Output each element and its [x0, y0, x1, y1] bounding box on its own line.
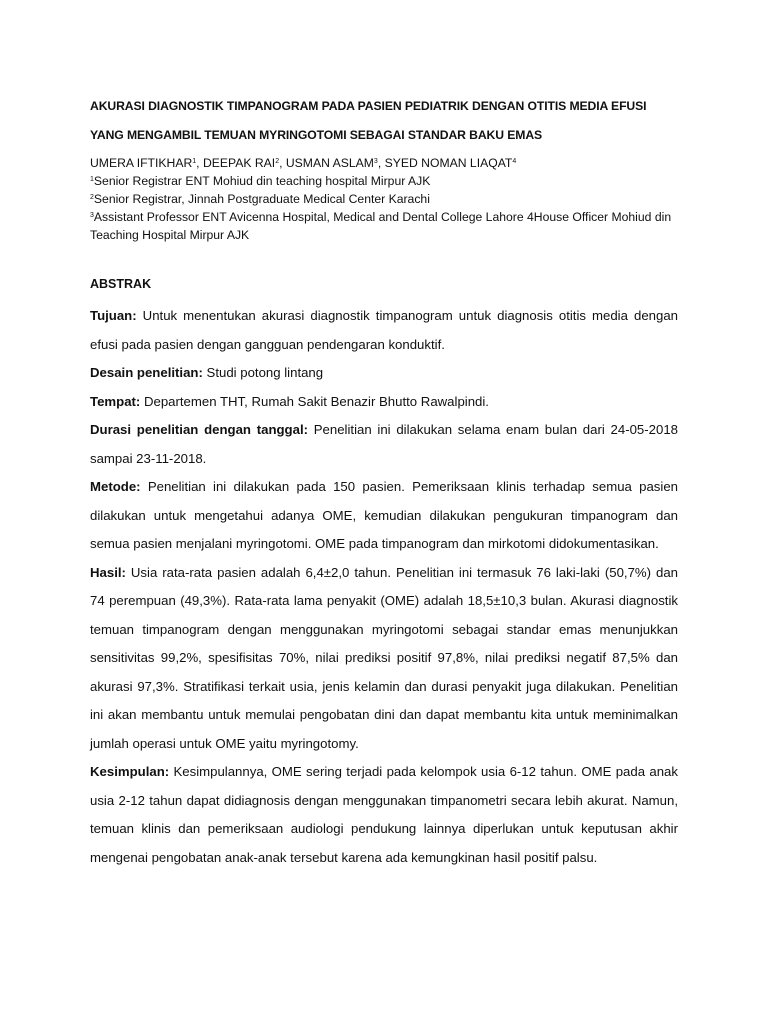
abstract-objective	[90, 302, 678, 359]
affiliation-mark: 1	[90, 176, 94, 183]
affiliation-text: Senior Registrar, Jinnah Postgraduate Medical Center Karachi	[93, 192, 430, 206]
abstract-methods	[90, 473, 678, 559]
section-label: Metode:	[90, 479, 141, 494]
section-label: Durasi penelitian dengan tanggal:	[90, 422, 308, 437]
author-name: DEEPAK RAI	[202, 156, 276, 170]
author-name: USMAN ASLAM	[285, 156, 374, 170]
affiliation-mark: 3	[90, 212, 94, 219]
section-label: Tempat:	[90, 393, 141, 409]
abstract-results	[90, 559, 678, 759]
author-affiliation-mark: 1	[192, 158, 197, 165]
abstract-design	[90, 359, 678, 388]
section-text: Studi potong lintang	[202, 365, 324, 380]
document-page	[90, 92, 678, 872]
abstract-conclusion	[90, 758, 678, 872]
author-name: SYED NOMAN LIAQAT	[384, 156, 513, 170]
affiliation-text: Assistant Professor ENT Avicenna Hospital, Medical and Dental College Lahore 4House Officer Mohiud din Teaching Hospital Mirpur AJK	[90, 210, 672, 242]
section-label: Tujuan:	[90, 308, 137, 323]
author-name: UMERA IFTIKHAR	[90, 156, 193, 170]
author-separator: ,	[196, 156, 203, 170]
affiliation-mark: 2	[90, 194, 94, 201]
affiliation-text: Senior Registrar ENT Mohiud din teaching hospital Mirpur AJK	[93, 174, 431, 188]
paper-title	[90, 92, 678, 150]
author-affiliation-mark: 2	[275, 158, 280, 165]
section-text: Penelitian ini dilakukan pada 150 pasien. Pemeriksaan klinis terhadap semua pasien dilakukan untuk mengetahui adanya OME, kemudian dilakukan pengukuran timpanogram dan semua pasien menjalani myringotomi. OME pada timpanogram dan mirkotomi didokumentasikan.	[90, 479, 678, 551]
section-text: Kesimpulannya, OME sering terjadi pada kelompok usia 6-12 tahun. OME pada anak usia 2-12 tahun dapat didiagnosis dengan menggunakan timpanometri secara lebih akurat. Namun, temuan klinis dan pemeriksaan audiologi pendukung lainnya diperlukan untuk keputusan akhir mengenai pengobatan anak-anak tersebut karena ada kemungkinan hasil positif palsu.	[90, 764, 678, 865]
author-affiliation-mark: 3	[373, 158, 378, 165]
affiliation-3	[90, 208, 678, 244]
section-text: Untuk menentukan akurasi diagnostik timpanogram untuk diagnosis otitis media dengan efusi pada pasien dengan gangguan pendengaran konduktif.	[90, 308, 678, 352]
paper-title-line-1: AKURASI DIAGNOSTIK TIMPANOGRAM PADA PASIEN PEDIATRIK DENGAN OTITIS MEDIA EFUSI	[90, 99, 647, 113]
abstract-heading: ABSTRAK	[90, 277, 152, 291]
author-separator: ,	[377, 156, 385, 170]
section-label: Desain penelitian:	[90, 365, 203, 380]
author-list	[90, 154, 678, 172]
abstract-place	[90, 388, 678, 417]
section-text: Usia rata-rata pasien adalah 6,4±2,0 tahun. Penelitian ini termasuk 76 laki-laki (50,7%) dan 74 perempuan (49,3%). Rata-rata lama penyakit (OME) adalah 18,5±10,3 bulan. Akurasi diagnostik temuan timpanogram dengan menggunakan myringotomi sebagai standar emas menunjukkan sensitivitas 99,2%, spesifisitas 70%, nilai prediksi positif 97,8%, nilai prediksi negatif 87,5% dan akurasi 97,3%. Stratifikasi terkait usia, jenis kelamin dan durasi penyakit juga dilakukan. Penelitian ini akan membantu untuk memulai pengobatan dini dan dapat membantu kita untuk meminimalkan jumlah operasi untuk OME yaitu myringotomy.	[90, 564, 678, 751]
section-text: Penelitian ini dilakukan selama enam bulan dari 24-05-2018 sampai 23-11-2018.	[90, 422, 678, 466]
author-separator: ,	[279, 156, 286, 170]
affiliation-1	[90, 172, 678, 190]
section-label: Hasil:	[90, 564, 126, 580]
paper-title-line-2: YANG MENGAMBIL TEMUAN MYRINGOTOMI SEBAGAI STANDAR BAKU EMAS	[90, 128, 543, 142]
affiliation-2	[90, 190, 678, 208]
abstract-duration	[90, 416, 678, 473]
author-affiliation-mark: 4	[512, 158, 517, 165]
section-label: Kesimpulan:	[90, 764, 170, 779]
section-text: Departemen THT, Rumah Sakit Benazir Bhutto Rawalpindi.	[140, 393, 489, 409]
